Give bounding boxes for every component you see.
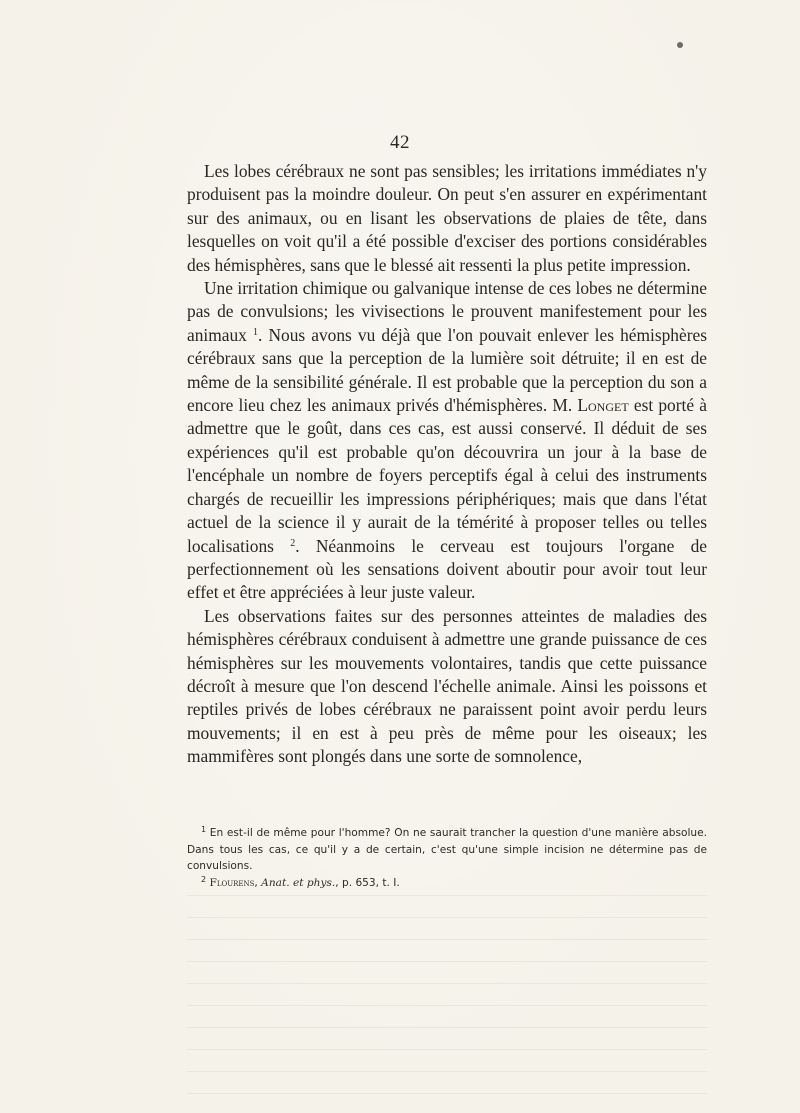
paragraph-2-part-d: . Néanmoins le cerveau est toujours l'organe de perfectionnement où les sensations doivent aboutir pour avoir tout leur effet et être appréciées à leur juste valeur.: [187, 535, 707, 603]
footnote-1: [187, 825, 707, 875]
paragraph-3: Les observations faites sur des personnes atteintes de maladies des hémisphères cérébraux conduisent à admettre une grande puissance de ces hémisphères sur les mouvements volontaires, tandis que cette puissance décroît à mesure que l'on descend l'échelle animale. Ainsi les poissons et reptiles privés de lobes cérébraux ne paraissent point avoir perdu leurs mouvements; il en est à peu près de même pour les oiseaux; les mammifères sont plongés dans une sorte de somnolence,: [187, 605, 707, 767]
paper-speck: [677, 42, 683, 48]
paragraph-2: [187, 277, 707, 605]
paragraph-2-part-c: est porté à admettre que le goût, dans ces cas, est aussi conservé. Il déduit de ses expériences qu'il est probable qu'on découvrira un jour à la base de l'encéphale un nombre de foyers perceptifs égal à celui des instruments chargés de recueillir les impressions périphériques; mais que dans l'état actuel de la science il y aurait de la témérité à proposer telles ou telles localisations: [187, 395, 707, 556]
footnotes: [187, 825, 707, 891]
paragraph-2-part-a: Une irritation chimique ou galvanique intense de ces lobes ne détermine pas de convulsions; les vivisections le prouvent manifestement pour les animaux: [187, 278, 707, 345]
footnote-1-mark: 1: [201, 825, 207, 834]
footnote-2-sep: ,: [254, 876, 262, 889]
footnote-ref-2: 2: [290, 537, 296, 549]
body-text: [187, 160, 707, 769]
footnote-2-rest: , p. 653, t. I.: [335, 876, 400, 889]
footnote-2: [187, 875, 707, 892]
paragraph-1: Les lobes cérébraux ne sont pas sensibles; les irritations immédiates n'y produisent pas la moindre douleur. On peut s'en assurer en expérimentant sur des animaux, ou en lisant les observations de plaies de tête, dans lesquelles on voit qu'il a été possible d'exciser des portions considérables des hémisphères, sans que le blessé ait ressenti la plus petite impression.: [187, 161, 707, 275]
show-through-texture: [187, 895, 707, 1095]
page-number: 42: [390, 132, 410, 153]
footnote-2-mark: 2: [201, 874, 207, 884]
footnote-2-title: Anat. et phys.: [261, 876, 336, 889]
author-name-longet: Longet: [577, 395, 629, 416]
footnote-1-text: En est-il de même pour l'homme? On ne saurait trancher la question d'une manière absolue. Dans tous les cas, ce qu'il y a de certain, c'est qu'une simple incision ne détermine pas de convulsions.: [187, 827, 707, 872]
footnote-2-author: Flourens: [209, 876, 255, 889]
paragraph-2-part-b: . Nous avons vu déjà que l'on pouvait enlever les hémisphères cérébraux sans que la perception de la lumière soit détruite; il en est de même de la sensibilité générale. Il est probable que la perception du son a encore lieu chez les animaux privés d'hémisphères. M.: [187, 324, 707, 416]
footnote-ref-1: 1: [253, 326, 258, 338]
